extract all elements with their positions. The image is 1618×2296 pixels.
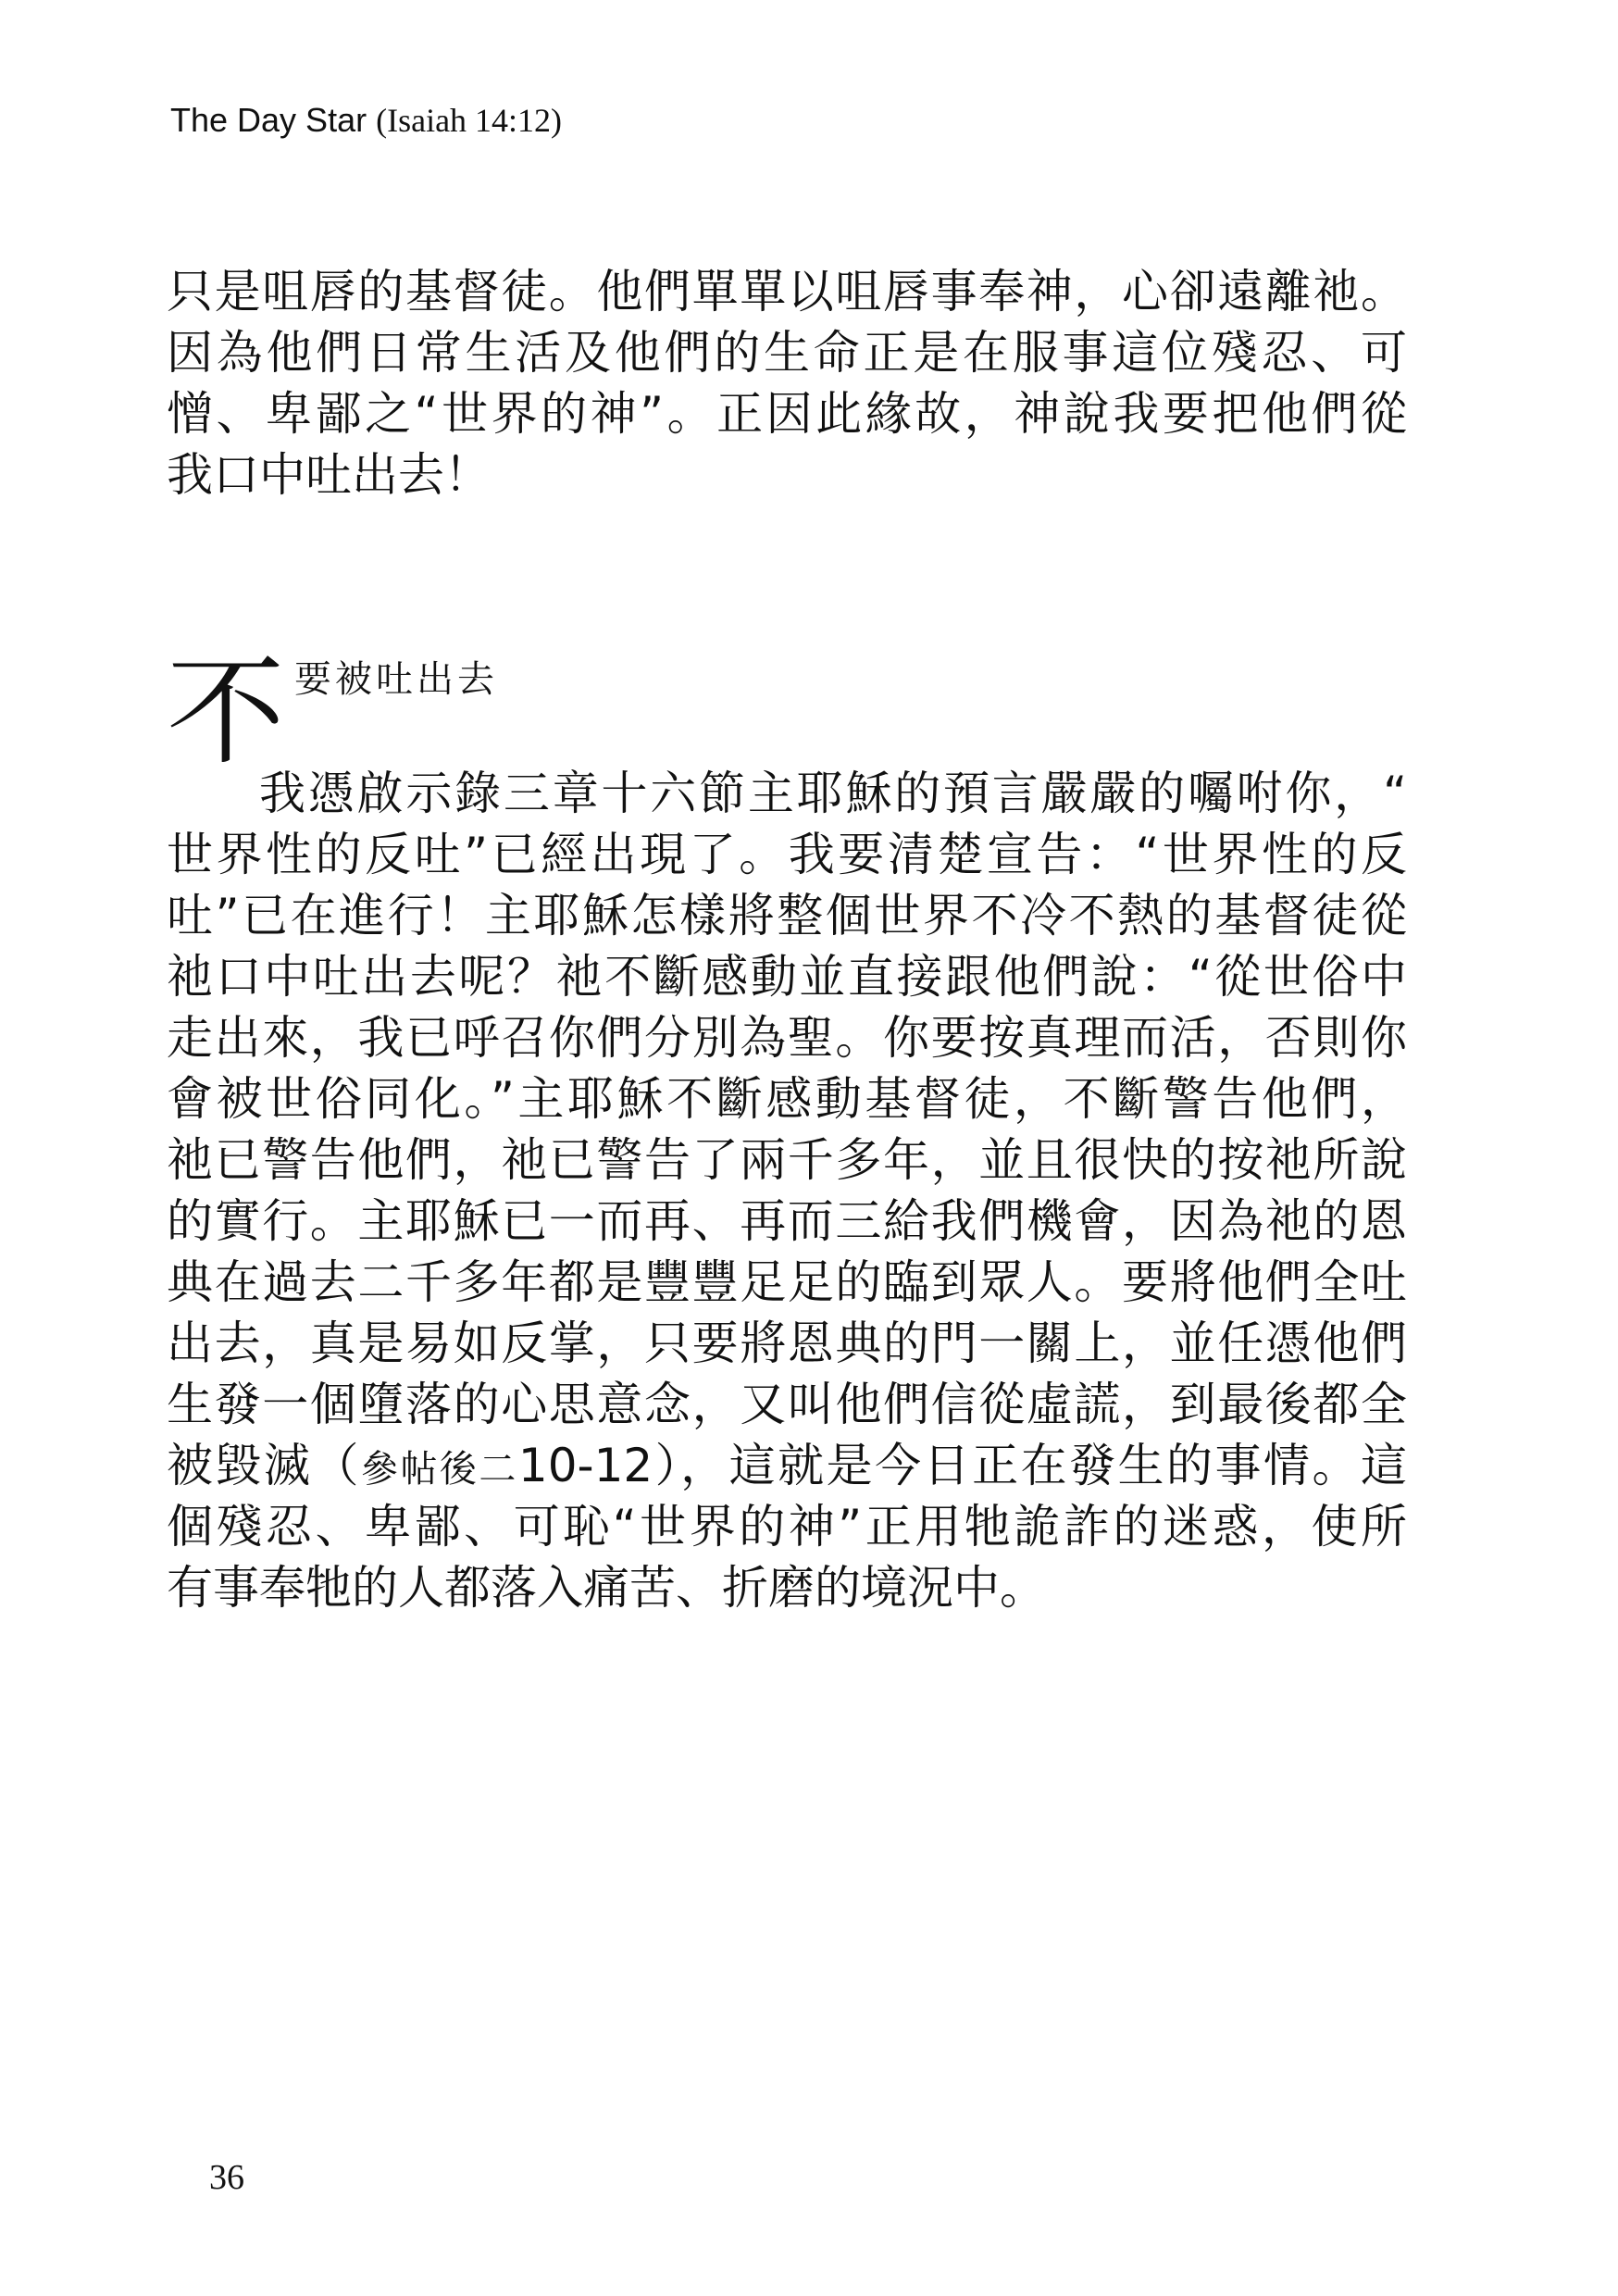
text-line-with-reference [167,1435,1407,1496]
text-line: 因為他們日常生活及他們的生命正是在服事這位殘忍、可 [167,326,1407,380]
text-line: 生發一個墮落的心思意念，又叫他們信從虛謊，到最後都全 [167,1378,1407,1431]
page-number: 36 [209,2158,244,2197]
drop-cap: 不 [167,643,286,781]
text-line: 吐”已在進行！主耶穌怎樣將整個世界不冷不熱的基督徒從 [167,889,1407,942]
text-line: 走出來，我已呼召你們分別為聖。你要按真理而活，否則你 [167,1011,1407,1065]
book-title: The Day Star [170,101,367,139]
text-line: 的實行。主耶穌已一而再、再而三給我們機會，因為祂的恩 [167,1194,1407,1248]
inline-scripture-reference: 參帖後二 [360,1448,518,1491]
text-line: 典在過去二千多年都是豐豐足足的臨到眾人。要將他們全吐 [167,1255,1407,1309]
text-line: 個殘忍、卑鄙、可恥“世界的神”正用牠詭詐的迷惑，使所 [167,1500,1407,1554]
section-heading [167,643,1000,781]
scripture-reference: (Isaiah 14:12) [376,102,563,139]
section-heading-text: 要被吐出去 [294,658,498,701]
paragraph-1 [167,261,1407,505]
text-line: 有事奉牠的人都落入痛苦、折磨的境況中。 [167,1561,1046,1615]
paragraph-2 [167,763,1407,1618]
text-line: 祂已警告他們，祂已警告了兩千多年，並且很快的按祂所說 [167,1133,1407,1187]
text-line: 我憑啟示錄三章十六節主耶穌的預言嚴嚴的囑咐你，“ [259,767,1407,820]
text-line: 會被世俗同化。”主耶穌不斷感動基督徒，不斷警告他們， [167,1072,1407,1126]
text-segment: 被毀滅（ [167,1439,361,1492]
text-line: 憎、卑鄙之“世界的神”。正因此緣故，神說我要把他們從 [167,387,1407,441]
text-line: 出去，真是易如反掌，只要將恩典的門一關上，並任憑他們 [167,1316,1407,1370]
text-line: 祂口中吐出去呢？祂不斷感動並直接跟他們說：“從世俗中 [167,950,1407,1004]
text-line: 我口中吐出去！ [167,448,491,502]
running-header [170,100,562,141]
text-segment: 10-12），這就是今日正在發生的事情。這 [517,1439,1407,1492]
text-line: 只是咀唇的基督徒。他們單單以咀唇事奉神，心卻遠離祂。 [167,265,1407,318]
text-line: 世界性的反吐”已經出現了。我要清楚宣告：“世界性的反 [167,828,1407,881]
